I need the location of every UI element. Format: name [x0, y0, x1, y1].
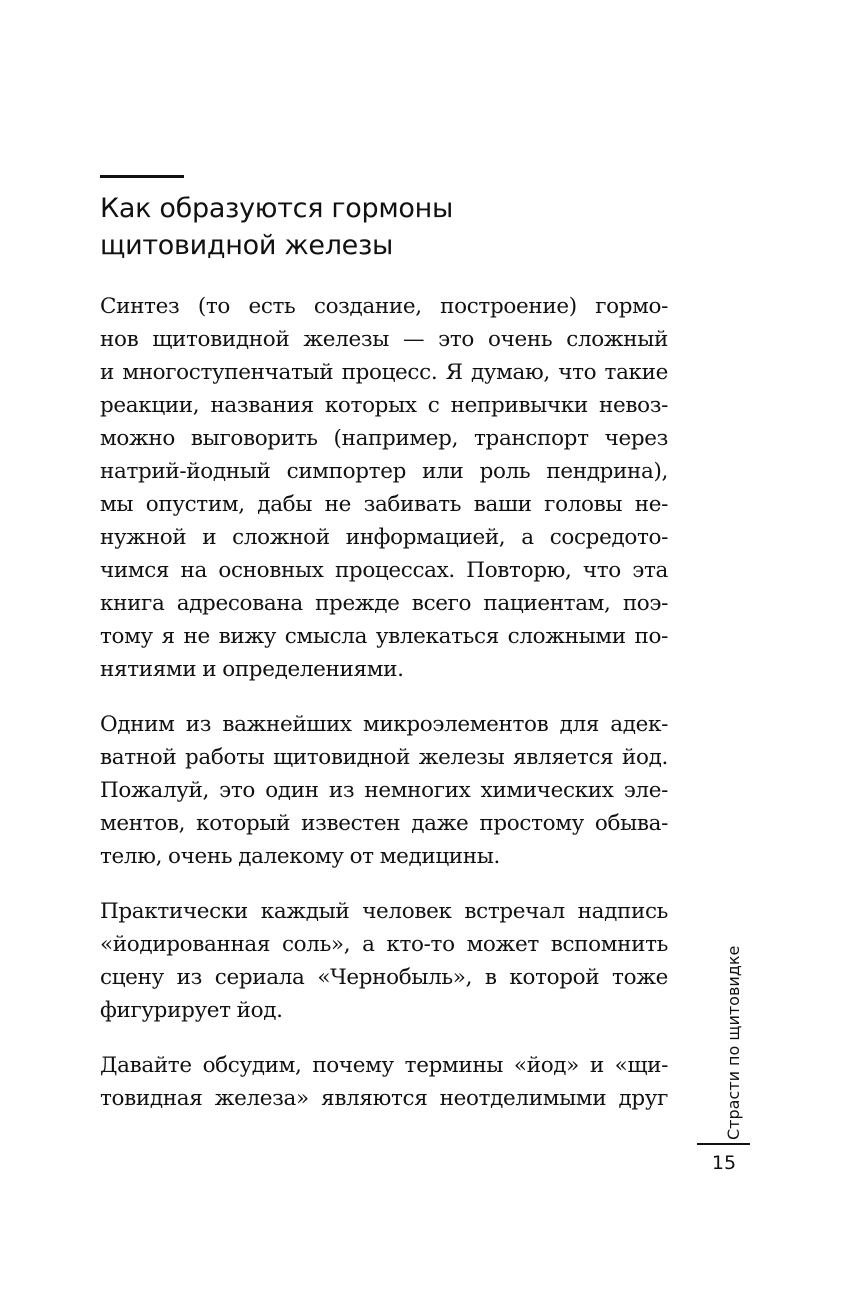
text-line: нятиями и определениями.	[100, 657, 404, 682]
page-number: 15	[711, 1152, 737, 1174]
body-text	[100, 290, 668, 1137]
text-line: сцену из сериала «Чернобыль», в которой тоже	[100, 965, 668, 990]
text-line: тому я не вижу смысла увлекаться сложными по-	[100, 624, 668, 649]
text-line: книга адресована прежде всего пациентам, поэ-	[100, 591, 668, 616]
text-line: чимся на основных процессах. Повторю, что эта	[100, 558, 668, 583]
heading-line-1: Как образуются гормоны	[100, 193, 454, 224]
paragraph-2	[100, 708, 668, 873]
section-heading	[100, 190, 660, 264]
text-line: Пожалуй, это один из немногих химических эле-	[100, 778, 668, 803]
paragraph-4	[100, 1049, 668, 1115]
page-number-rule	[697, 1143, 750, 1145]
heading-rule	[100, 175, 184, 178]
text-line: мы опустим, дабы не забивать ваши головы не-	[100, 492, 668, 517]
text-line: ментов, который известен даже простому обыва-	[100, 811, 668, 836]
running-title: Страсти по щитовидке	[724, 945, 743, 1140]
text-line: ватной работы щитовидной железы является йод.	[100, 745, 668, 770]
text-line: натрий-йодный симпортер или роль пендрина),	[100, 459, 668, 484]
text-line: Одним из важнейших микроэлементов для адек-	[100, 712, 668, 737]
text-line: реакции, названия которых с непривычки невоз-	[100, 393, 668, 418]
text-line: нов щитовидной железы — это очень сложный	[100, 327, 668, 352]
paragraph-1	[100, 290, 668, 686]
text-line: можно выговорить (например, транспорт через	[100, 426, 668, 451]
text-line: Практически каждый человек встречал надпись	[100, 899, 668, 924]
text-line: фигурирует йод.	[100, 998, 283, 1023]
text-line: «йодированная соль», а кто-то может вспомнить	[100, 932, 668, 957]
text-line: товидная железа» являются неотделимыми друг	[100, 1086, 668, 1111]
paragraph-3	[100, 895, 668, 1027]
text-line: Давайте обсудим, почему термины «йод» и «щи-	[100, 1053, 668, 1078]
text-line: и многоступенчатый процесс. Я думаю, что такие	[100, 360, 668, 385]
text-line: нужной и сложной информацией, а сосредото-	[100, 525, 668, 550]
text-line: Синтез (то есть создание, построение) гормо-	[100, 294, 668, 319]
text-line: телю, очень далекому от медицины.	[100, 844, 501, 869]
heading-line-2: щитовидной железы	[100, 230, 394, 261]
